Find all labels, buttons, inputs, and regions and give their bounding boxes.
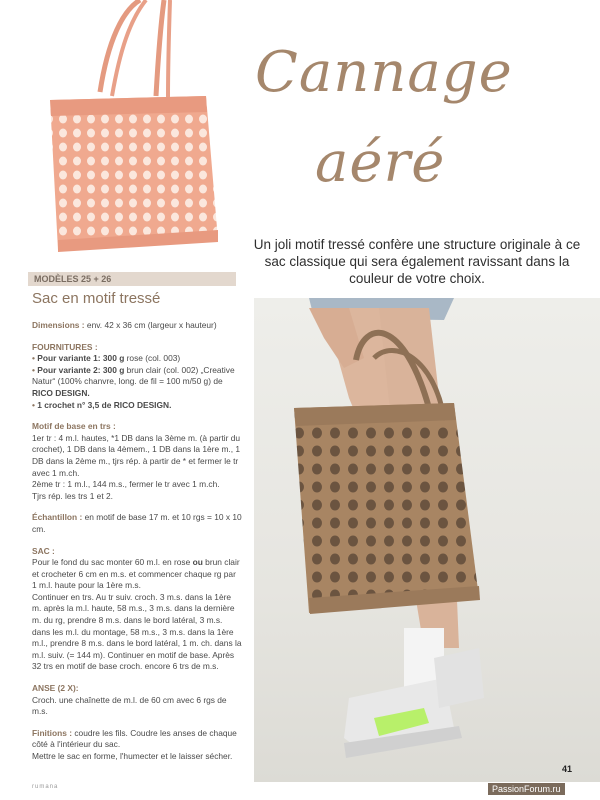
sac-paragraph-2: Continuer en trs. Au tr suiv. croch. 3 m.s. dans la 1ère m. après la m.l. haute, 58 m.s., 3 m.s. dans la dernière m. du rg, prendre 8 m.s. dans le bord latéral, 3 m.s. dans les m.l. du montage, 58 m.s., 3 m.s. dans la 1ère m.l., prendre 8 m.s. dans le bord latéral, 1 m. ch. dans la m.l. suiv. (= 144 m). Continuer en motif de base. Après 32 trs en motif de base croch. encore 6 trs de m.s. (32, 591, 242, 672)
motif-line-3: Tjrs rép. les trs 1 et 2. (32, 490, 113, 501)
anse-label: ANSE (2 X): (32, 683, 79, 694)
pattern-subtitle: Sac en motif tressé (32, 290, 161, 307)
finitions-label: Finitions : (32, 727, 73, 738)
title-line-2: aéré (315, 130, 446, 195)
fournitures-item-3-text: 1 crochet n° 3,5 de RICO DESIGN. (37, 399, 172, 410)
title-line-1: Cannage (255, 40, 513, 105)
instructions-column (32, 320, 242, 763)
echantillon-text: en motif de base 17 m. et 10 rgs = 10 x 10 cm. (32, 512, 242, 534)
fournitures-item-3 (32, 400, 242, 412)
bullet-icon: • (32, 399, 35, 410)
footer-brand: rumana (32, 784, 59, 790)
fournitures-label: FOURNITURES : (32, 341, 98, 352)
dimensions-paragraph (32, 320, 242, 332)
sac-p1-b: brun clair et crocheter 6 cm en m.s. et commencer chaque rg par 1 m.l. haute pour la 1ère m.s. (32, 557, 240, 591)
sac-paragraph-1 (32, 557, 242, 592)
fournitures-item-1-bold: Pour variante 1: 300 g (37, 353, 125, 364)
bullet-icon: • (32, 353, 35, 364)
fournitures-item-2-brand: RICO DESIGN. (32, 387, 90, 398)
anse-text: Croch. une chaînette de m.l. de 60 cm avec 6 rgs de m.s. (32, 694, 227, 717)
fournitures-item-2 (32, 365, 242, 400)
fournitures-item-2-bold: Pour variante 2: 300 g (37, 364, 125, 375)
echantillon-label: Échantillon : (32, 512, 83, 523)
sac-p1-or: ou (192, 557, 203, 568)
page-number: 41 (562, 764, 573, 774)
bullet-icon: • (32, 364, 35, 375)
fournitures-item-1 (32, 353, 242, 365)
models-badge: MODÈLES 25 + 26 (28, 272, 236, 286)
finitions-text: coudre les fils. Coudre les anses de chaque côté à l'intérieur du sac. (32, 727, 237, 750)
fournitures-item-2-text: brun clair (col. 002) „Creative Natur“ (100% chanvre, long. de fil = 100 m/50 g) de (32, 364, 235, 387)
motif-label: Motif de base en trs : (32, 421, 116, 432)
finitions-paragraph (32, 728, 242, 751)
pink-bag-photo (28, 0, 228, 262)
finitions-line-2: Mettre le sac en forme, l'humecter et le laisser sécher. (32, 751, 233, 761)
echantillon-paragraph (32, 512, 242, 535)
motif-text: 1er tr : 4 m.l. hautes, *1 DB dans la 3ème m. (à partir du crochet), 1 DB dans la 4èmem., 1 DB dans la 1ère m., 1 DB dans la 2ème m., tjrs rép. à partir de * et fermer le tr avec 1 m.ch. (32, 432, 241, 478)
fournitures-item-1-text: rose (col. 003) (124, 353, 181, 364)
sac-label: SAC : (32, 545, 55, 556)
motif-line-2: 2ème tr : 1 m.l., 144 m.s., fermer le tr avec 1 m.ch. (32, 479, 220, 490)
model-with-bag-photo (254, 298, 600, 782)
sac-p1-a: Pour le fond du sac monter 60 m.l. en rose (32, 557, 193, 568)
dimensions-label: Dimensions : (32, 320, 85, 330)
dimensions-text: env. 42 x 36 cm (largeur x hauteur) (84, 320, 217, 330)
intro-text: Un joli motif tressé confère une structure originale à ce sac classique qui sera également ravissant dans la couleur de votre choix. (253, 237, 581, 286)
watermark: PassionForum.ru (488, 783, 565, 795)
